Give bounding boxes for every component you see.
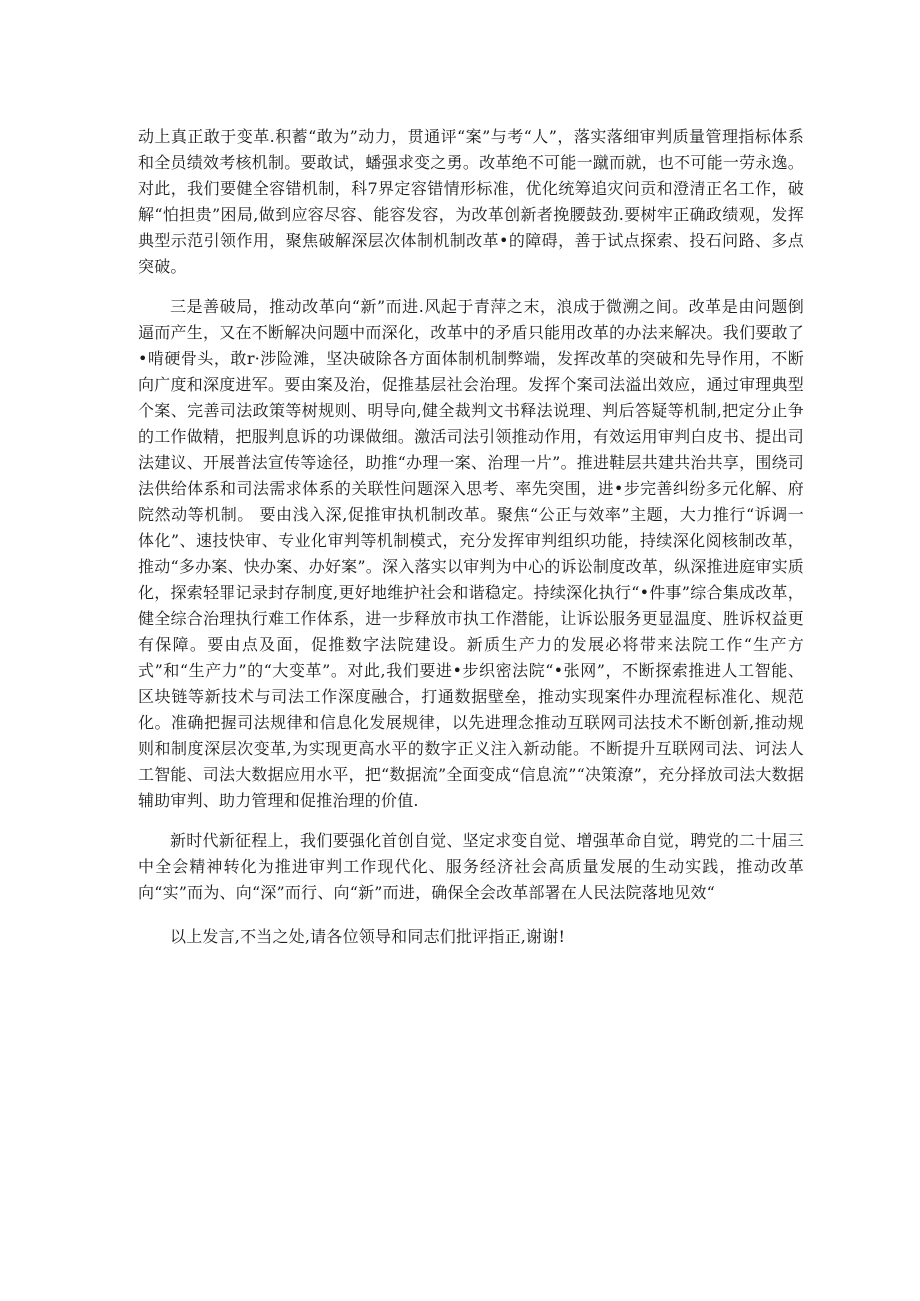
document-body [138, 124, 804, 950]
paragraph-continuation: 动上真正敢于变革.积蓄“敢为”动力，贯通评“案”与考“人”，落实落细审判质量管理指标体系和全员绩效考核机制。要敢试，蟠强求变之勇。改革绝不可能一蹴而就，也不可能一劳永逸。对此，我们要健全容错机制，科7界定容错情形标准，优化统筹追灾问贡和澄清正名工作，破解“怕担贵”困局,做到应容尽容、能容发容，为改革创新者挽腰鼓劲.要树牢正确政绩观，发挥典型示范引领作用，聚焦破解深层次体制机制改革•的障碍，善于试点探索、投石问路、多点突破。 [138, 127, 804, 276]
paragraph-closing-remarks: 以上发言,不当之处,请各位领导和同志们批评指正,谢谢! [170, 927, 566, 946]
paragraph-reform-breakthrough: 三是善破局，推动改革向“新”而进.风起于青萍之末，浪成于微溯之间。改革是由问题倒逼而产生，又在不断解决问题中而深化，改革中的矛盾只能用改革的办法来解决。我们要敢了•啃硬骨头，敢r·涉险滩，坚决破除各方面体制机制弊端，发挥改革的突破和先导作用，不断向广度和深度进军。要由案及治，促推基层社会治理。发挥个案司法溢出效应，通过审理典型个案、完善司法政策等树规则、明导向,健全裁判文书释法说理、判后答疑等机制,把定分止争的工作做精，把服判息诉的功课做细。激活司法引领推动作用，有效运用审判白皮书、提出司法建议、开展普法宣传等途径，助推“办理一案、治理一片”。推进鞋层共建共治共享，围绕司法供给体系和司法需求体系的关联性问题深入思考、率先突围，进•步完善纠纷多元化解、府院然动等机制。 要由浅入深,促推审执机制改革。聚焦“公正与效率”主题，大力推行“诉调一体化”、速技快审、专业化审判等机制模式，充分发挥审判组织功能，持续深化阅核制改革，推动“多办案、快办案、办好案”。深入落实以审判为中心的诉讼制度改革，纵深推进庭审实质化，探索轻罪记录封存制度,更好地维护社会和谐稳定。持续深化执行“•件事”综合集成改革，健全综合治理执行难工作体系，进一步释放市执工作潜能，让诉讼服务更显温度、胜诉权益更有保障。要由点及面，促推数字法院建设。新质生产力的发展必将带来法院工作“生产方式”和“生产力”的“大变革”。对此,我们要进•步织密法院“•张网”，不断探索推进人工智能、区块链等新技术与司法工作深度融合，打通数据壁垒，推动实现案件办理流程标准化、规范化。准确把握司法规律和信息化发展规律，以先进理念推动互联网司法技术不断创新,推动规则和制度深层次变革,为实现更高水平的数字正义注入新动能。不断提升互联网司法、诃法人工智能、司法大数据应用水平，把“数据流”全面变成“信息流”“决策潦”，充分择放司法大数据辅助审判、助力管理和促推治理的价值. [138, 297, 804, 810]
paragraph-new-era: 新时代新征程上，我们要强化首创自觉、坚定求变自觉、增强革命自觉，聘党的二十届三中全会精神转化为推进审判工作现代化、服务经济社会高质量发展的生动实践，推动改革向“实”而为、向“深”而行、向“新”而进，确保全会改革部署在人民法院落地见效“ [138, 831, 804, 902]
